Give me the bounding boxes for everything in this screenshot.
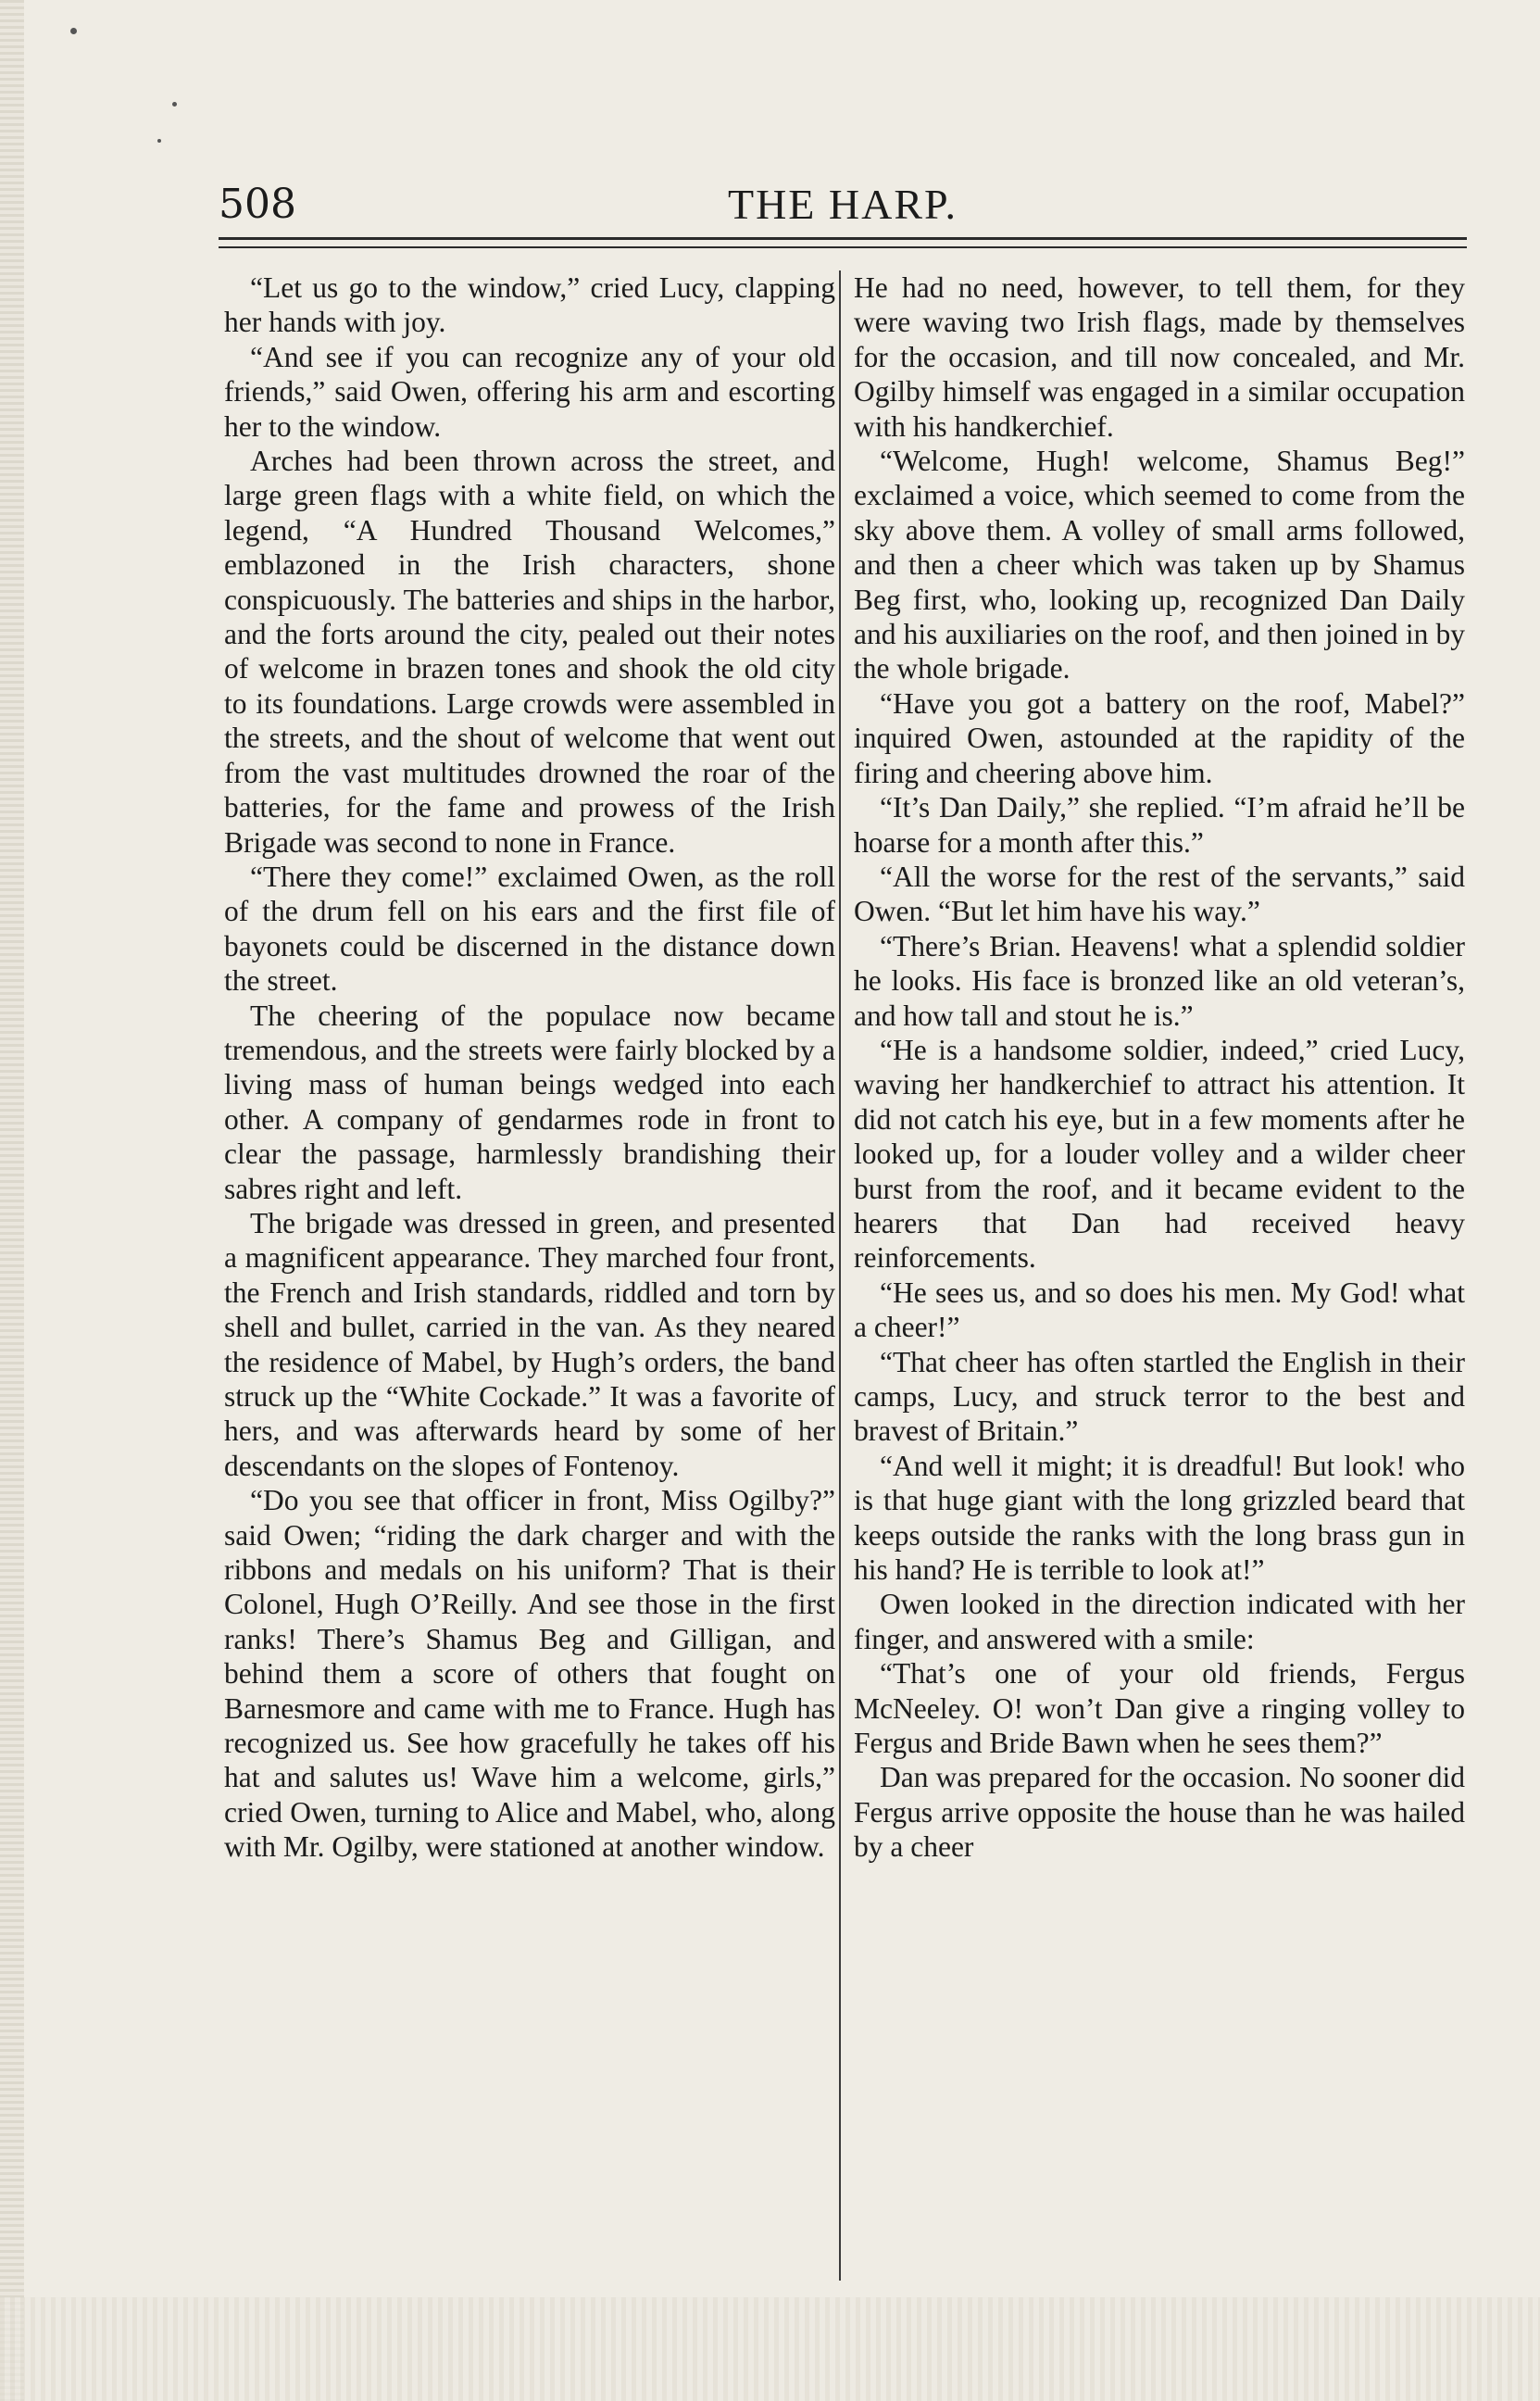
paragraph: “Welcome, Hugh! welcome, Shamus Beg!” exclaimed a voice, which seemed to come from the sky above them. A volley of small arms followed, and then a cheer which was taken up by Shamus Beg first, who, looking up, recognized Dan Daily and his auxiliaries on the roof, and then joined in by the whole brigade. (854, 445, 1465, 685)
scanned-page-edge (0, 0, 24, 2401)
paragraph: “There they come!” exclaimed Owen, as the roll of the drum fell on his ears and the first file of bayonets could be discerned in the distance down the street. (224, 860, 835, 998)
paragraph: Arches had been thrown across the street, and large green flags with a white field, on which the legend, “A Hundred Thousand Welcomes,” emblazoned in the Irish characters, shone conspicuously. The batteries and ships in the harbor, and the forts around the city, pealed out their notes of welcome in brazen tones and shook the old city to its foundations. Large crowds were assembled in the streets, and the shout of welcome that went out from the vast multitudes drowned the roar of the batteries, for the fame and prowess of the Irish Brigade was second to none in France. (224, 445, 835, 859)
page-number: 508 (219, 181, 296, 228)
paragraph: “And see if you can recognize any of your old friends,” said Owen, offering his arm and escorting her to the window. (224, 340, 835, 443)
ink-speck (157, 139, 161, 143)
paragraph: Owen looked in the direction indicated with her finger, and answered with a smile: (854, 1588, 1465, 1655)
paragraph: “Let us go to the window,” cried Lucy, clapping her hands with joy. (224, 271, 835, 339)
ink-speck (70, 28, 77, 34)
paragraph: “And well it might; it is dreadful! But look! who is that huge giant with the long grizzled beard that keeps outside the ranks with the long brass gun in his hand? He is terrible to look at!” (854, 1449, 1465, 1587)
paragraph: The brigade was dressed in green, and presented a magnificent appearance. They marched four front, the French and Irish standards, riddled and torn by shell and bullet, carried in the van. As they neared the residence of Mabel, by Hugh’s orders, the band struck up the “White Cockade.” It was a favorite of hers, and was afterwards heard by some of her descendants on the slopes of Fontenoy. (224, 1206, 835, 1482)
running-title: THE HARP. (727, 181, 958, 228)
paragraph: “All the worse for the rest of the servants,” said Owen. “But let him have his way.” (854, 860, 1465, 928)
paragraph: “Do you see that officer in front, Miss Ogilby?” said Owen; “riding the dark charger and with the ribbons and medals on his uniform? That is their Colonel, Hugh O’Reilly. And see those in the first ranks! There’s Shamus Beg and Gilligan, and behind them a score of others that fought on Barnesmore and came with me to France. Hugh has recognized us. See how gracefully he takes off his hat and salutes us! Wave him a welcome, girls,” cried Owen, turning to Alice and Mabel, who, along with Mr. Ogilby, were stationed at another window. (224, 1484, 835, 1864)
scan-noise-bottom (0, 2297, 1540, 2401)
paragraph: “Have you got a battery on the roof, Mabel?” inquired Owen, astounded at the rapidity of the firing and cheering above him. (854, 686, 1465, 789)
paragraph: “That’s one of your old friends, Fergus McNeeley. O! won’t Dan give a ringing volley to Fergus and Bride Bawn when he sees them?” (854, 1657, 1465, 1760)
paragraph: “He is a handsome soldier, indeed,” cried Lucy, waving her handkerchief to attract his attention. It did not catch his eye, but in a few moments after he looked up, for a louder volley and a wilder cheer burst from the roof, and it became evident to the hearers that Dan had received heavy reinforcements. (854, 1033, 1465, 1275)
paragraph: “That cheer has often startled the English in their camps, Lucy, and struck terror to the best and bravest of Britain.” (854, 1345, 1465, 1448)
right-column (854, 270, 1465, 1865)
paragraph: “There’s Brian. Heavens! what a splendid soldier he looks. His face is bronzed like an old veteran’s, and how tall and stout he is.” (854, 929, 1465, 1032)
header-rule-bottom (219, 246, 1467, 248)
column-divider (839, 270, 841, 2281)
paragraph: The cheering of the populace now became tremendous, and the streets were fairly blocked by a living mass of human beings wedged into each other. A company of gendarmes rode in front to clear the passage, harmlessly brandishing their sabres right and left. (224, 999, 835, 1205)
paragraph: He had no need, however, to tell them, for they were waving two Irish flags, made by themselves for the occasion, and till now concealed, and Mr. Ogilby himself was engaged in a similar occupation with his handkerchief. (854, 271, 1465, 443)
header-rule-top (219, 237, 1467, 240)
paragraph: Dan was prepared for the occasion. No sooner did Fergus arrive opposite the house than he was hailed by a cheer (854, 1761, 1465, 1864)
ink-speck (172, 102, 177, 107)
page-header (219, 178, 1467, 232)
left-column (224, 270, 835, 1865)
paragraph: “It’s Dan Daily,” she replied. “I’m afraid he’ll be hoarse for a month after this.” (854, 791, 1465, 859)
paragraph: “He sees us, and so does his men. My God! what a cheer!” (854, 1276, 1465, 1344)
